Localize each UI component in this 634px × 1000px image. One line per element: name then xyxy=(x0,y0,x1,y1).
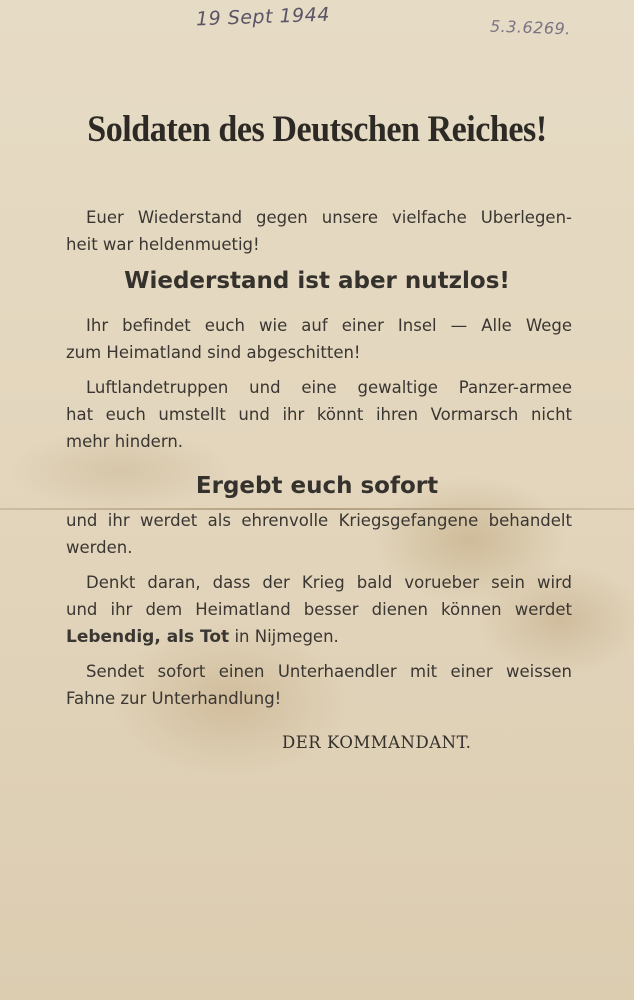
handwritten-date: 19 Sept 1944 xyxy=(195,3,331,31)
paragraph-resistance xyxy=(66,204,572,258)
paragraph-line: werden. xyxy=(66,538,133,557)
paragraph-line: heit war heldenmuetig! xyxy=(66,235,260,254)
paragraph-airborne xyxy=(66,374,572,455)
paragraph-line: Sendet sofort einen Unterhaendler mit einer weissen xyxy=(86,662,572,681)
paragraph-line: Euer Wiederstand gegen unsere vielfache Uberlegen- xyxy=(86,208,572,227)
heading-useless: Wiederstand ist aber nutzlos! xyxy=(124,268,510,294)
paragraph-line: zum Heimatland sind abgeschitten! xyxy=(66,343,361,362)
paragraph-line: hat euch umstellt und ihr könnt ihren Vormarsch nicht xyxy=(66,405,572,424)
paragraph-line: Luftlandetruppen und eine gewaltige Panzer-armee xyxy=(86,378,572,397)
paragraph-line xyxy=(66,623,572,651)
signature-commander: DER KOMMANDANT. xyxy=(282,733,472,752)
heading-surrender: Ergebt euch sofort xyxy=(195,473,439,499)
paragraph-negotiator xyxy=(66,658,572,712)
paragraph-prisoners xyxy=(66,507,572,561)
paragraph-line: und ihr dem Heimatland besser dienen können werdet xyxy=(66,600,572,619)
emphasis-alive: Lebendig, als Tot xyxy=(66,627,230,647)
handwritten-reference: 5.3.6269. xyxy=(489,16,572,39)
paragraph-line: Fahne zur Unterhandlung! xyxy=(66,689,282,708)
paragraph-remember xyxy=(66,569,572,651)
paragraph-line: mehr hindern. xyxy=(66,432,184,451)
leaflet-title: Soldaten des Deutschen Reiches! xyxy=(87,109,547,150)
paragraph-line: Ihr befindet euch wie auf einer Insel — Alle Wege xyxy=(86,316,572,335)
paragraph-line: Denkt daran, dass der Krieg bald vorueber sein wird xyxy=(86,573,572,592)
paragraph-island xyxy=(66,312,572,366)
location-text: in Nijmegen. xyxy=(234,627,339,646)
paragraph-line: und ihr werdet als ehrenvolle Kriegsgefangene behandelt xyxy=(66,511,572,530)
